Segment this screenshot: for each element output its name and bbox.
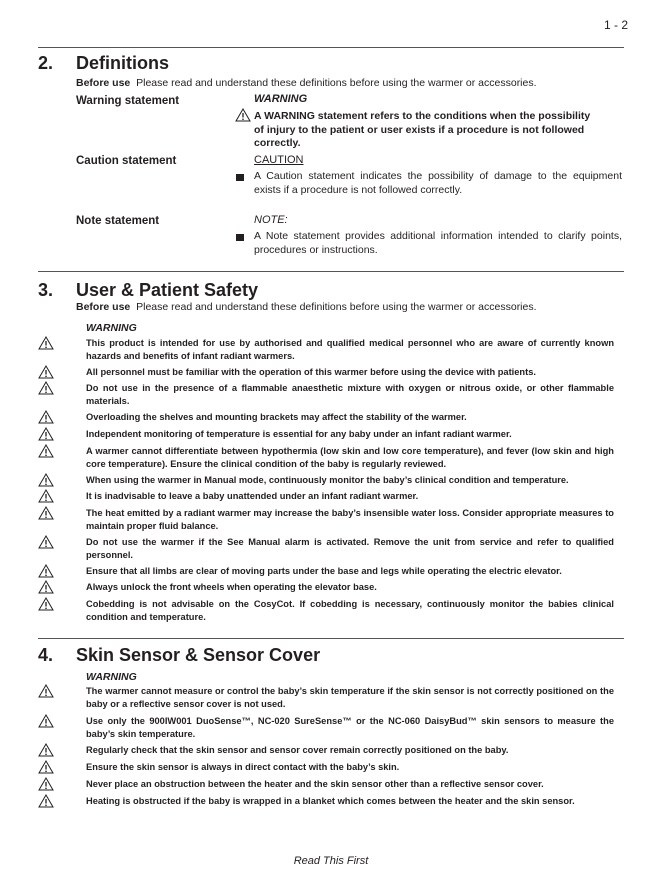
warning-item: Do not use the warmer if the See Manual alarm is activated. Remove the unit from service and refer to qualified personnel. [86, 537, 614, 560]
warning-item: Regularly check that the skin sensor and sensor cover remain correctly positioned on the baby. [86, 745, 509, 755]
section-3-number: 3. [38, 280, 54, 300]
warning-triangle-icon [38, 444, 54, 458]
warning-triangle-icon [38, 365, 54, 379]
warning-triangle-icon [38, 427, 54, 441]
warning-item: Ensure the skin sensor is always in direct contact with the baby’s skin. [86, 762, 400, 772]
section-3-title: User & Patient Safety [76, 280, 259, 300]
section-4-title: Skin Sensor & Sensor Cover [76, 645, 321, 665]
warning-item: Cobedding is not advisable on the CosyCot. If cobedding is necessary, continuously monitor the babies clinical condition and temperature. [86, 599, 614, 622]
page-number: 1 - 2 [603, 18, 628, 32]
note-body: A Note statement provides additional information intended to clarify points, procedures or instructions. [254, 230, 622, 256]
warning-triangle-icon [38, 564, 54, 578]
warning-triangle-icon [38, 535, 54, 549]
caution-head: CAUTION [254, 154, 304, 166]
warning-item: Use only the 900IW001 DuoSense™, NC-020 SureSense™ or the NC-060 DaisyBud™ skin sensors to measure the baby’s skin temperature. [86, 716, 614, 739]
warning-body: A WARNING statement refers to the conditions when the possibility of injury to the patient or user exists if a procedure is not followed correctly. [254, 110, 591, 149]
divider [38, 638, 624, 639]
section-2-number: 2. [38, 53, 54, 73]
warning-item: Never place an obstruction between the heater and the skin sensor other than a reflective sensor cover. [86, 779, 544, 789]
warning-item: Ensure that all limbs are clear of moving parts under the base and legs while operating the electric elevator. [86, 566, 562, 576]
warning-item: Do not use in the presence of a flammable anaesthetic mixture with oxygen or nitrous oxide, or other flammable materials. [86, 383, 614, 406]
warning-triangle-icon [38, 473, 54, 487]
bullet-icon [236, 234, 244, 241]
warning-triangle-icon [235, 108, 251, 122]
section-4-warning-label: WARNING [86, 671, 137, 683]
section-4-number: 4. [38, 645, 54, 665]
warning-triangle-icon [38, 760, 54, 774]
divider [38, 47, 624, 48]
warning-triangle-icon [38, 580, 54, 594]
note-statement-term: Note statement [76, 215, 160, 227]
warning-triangle-icon [38, 506, 54, 520]
section-2-before-use [76, 77, 537, 89]
section-3-before-use [76, 301, 537, 313]
before-use-text: Please read and understand these definitions before using the warmer or accessories. [136, 301, 537, 313]
warning-triangle-icon [38, 410, 54, 424]
caution-statement-term: Caution statement [76, 155, 177, 167]
warning-item: A warmer cannot differentiate between hypothermia (low skin and low core temperature), and fever (low skin and high core temperature). Ensure the clinical condition of the baby is regularly reviewed. [86, 446, 614, 469]
warning-head: WARNING [254, 93, 308, 105]
warning-item: The heat emitted by a radiant warmer may increase the baby’s insensible water loss. Consider appropriate measures to maintain proper fluid balance. [86, 508, 614, 531]
warning-triangle-icon [38, 714, 54, 728]
warning-item: When using the warmer in Manual mode, continuously monitor the baby’s clinical condition and temperature. [86, 475, 569, 485]
section-2-title: Definitions [76, 53, 169, 73]
warning-item: Overloading the shelves and mounting brackets may affect the stability of the warmer. [86, 412, 467, 422]
before-use-text: Please read and understand these definitions before using the warmer or accessories. [136, 77, 537, 89]
warning-triangle-icon [38, 743, 54, 757]
footer: Read This First [293, 855, 369, 867]
warning-item: The warmer cannot measure or control the baby’s skin temperature if the skin sensor is not correctly positioned on the baby or a reflective sensor cover is not used. [86, 686, 614, 709]
divider [38, 271, 624, 272]
warning-item: Always unlock the front wheels when operating the elevator base. [86, 582, 377, 592]
warning-triangle-icon [38, 597, 54, 611]
warning-triangle-icon [38, 777, 54, 791]
warning-triangle-icon [38, 336, 54, 350]
warning-triangle-icon [38, 381, 54, 395]
before-use-label: Before use [76, 77, 131, 89]
warning-triangle-icon [38, 489, 54, 503]
warning-item: Independent monitoring of temperature is essential for any baby under an infant radiant warmer. [86, 429, 512, 439]
warning-item: Heating is obstructed if the baby is wrapped in a blanket which comes between the heater and the skin sensor. [86, 796, 575, 806]
bullet-icon [236, 174, 244, 181]
caution-body: A Caution statement indicates the possibility of damage to the equipment exists if a procedure is not followed correctly. [254, 170, 622, 196]
warning-item: It is inadvisable to leave a baby unattended under an infant radiant warmer. [86, 491, 419, 501]
section-3-warning-label: WARNING [86, 322, 137, 334]
warning-triangle-icon [38, 794, 54, 808]
warning-statement-term: Warning statement [76, 95, 180, 107]
before-use-label: Before use [76, 301, 131, 313]
warning-item: All personnel must be familiar with the operation of this warmer before using the device with patients. [86, 367, 536, 377]
warning-triangle-icon [38, 684, 54, 698]
warning-item: This product is intended for use by authorised and qualified medical personnel who are aware of currently known hazards and benefits of infant radiant warmers. [86, 338, 614, 361]
note-head: NOTE: [254, 214, 288, 226]
